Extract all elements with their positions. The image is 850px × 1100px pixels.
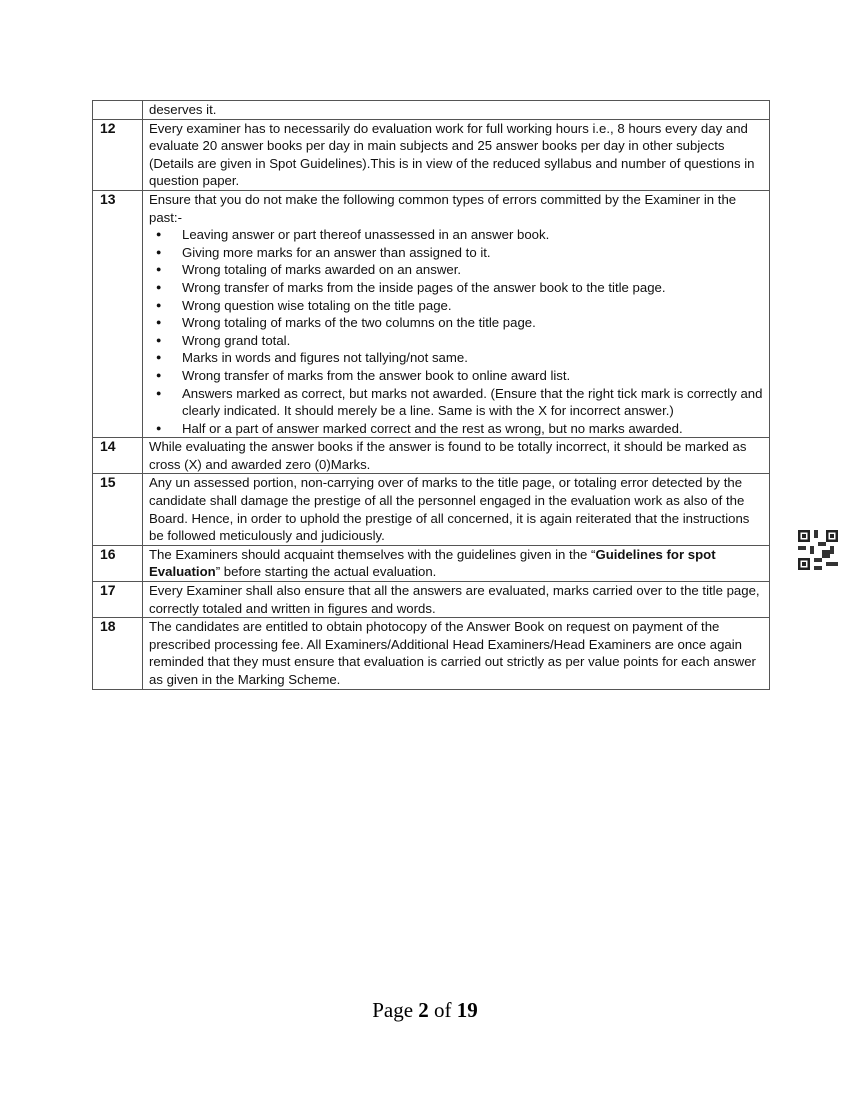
item-number (93, 101, 143, 120)
item-text (143, 101, 770, 120)
paragraph: The candidates are entitled to obtain photocopy of the Answer Book on request on payment of the prescribed processing fee. All Examiners/Additional Head Examiners/Head Examiners are once again reminded that they must ensure that evaluation is carried out strictly as per value points for each answer as given in the Marking Scheme. (149, 619, 756, 687)
qr-code-icon (798, 530, 838, 570)
item-text (143, 119, 770, 190)
item-number: 15 (93, 474, 143, 545)
item-text (143, 474, 770, 545)
paragraph: Ensure that you do not make the following common types of errors committed by the Examiner in the past:- (149, 191, 737, 225)
item-number: 12 (93, 119, 143, 190)
list-item: ● Wrong transfer of marks from the inside pages of the answer book to the title page. (149, 279, 763, 297)
table-row (93, 545, 770, 581)
table-row (93, 438, 770, 474)
list-item: ● Wrong grand total. (149, 332, 763, 350)
item-text (143, 438, 770, 474)
list-item: ● Leaving answer or part thereof unassessed in an answer book. (149, 226, 763, 244)
item-number: 16 (93, 545, 143, 581)
text-span: ” before starting the actual evaluation. (215, 564, 437, 580)
list-item: ● Wrong totaling of marks of the two columns on the title page. (149, 314, 763, 332)
list-item: ● Wrong question wise totaling on the title page. (149, 297, 763, 315)
list-item: ● Half or a part of answer marked correct and the rest as wrong, but no marks awarded. (149, 420, 763, 438)
list-item: ● Answers marked as correct, but marks not awarded. (Ensure that the right tick mark is correctly and clearly indicated. It should merely be a line. Same is with the X for incorrect answer.) (149, 385, 763, 420)
item-number: 13 (93, 190, 143, 437)
error-list (149, 226, 763, 437)
list-item: ● Wrong transfer of marks from the answer book to online award list. (149, 367, 763, 385)
list-item: ● Wrong totaling of marks awarded on an answer. (149, 261, 763, 279)
list-item: ● Giving more marks for an answer than assigned to it. (149, 244, 763, 262)
instructions-table (92, 100, 770, 690)
paragraph: While evaluating the answer books if the answer is found to be totally incorrect, it should be marked as cross (X) and awarded zero (0)Marks. (149, 439, 747, 472)
text-span: The Examiners should acquaint themselves with the guidelines given in the “ (149, 546, 596, 562)
table-row (93, 582, 770, 618)
item-text (143, 190, 770, 437)
table-row (93, 119, 770, 190)
item-number: 18 (93, 618, 143, 689)
table-row (93, 618, 770, 689)
page-number: Page 2 of 19 (372, 998, 478, 1022)
item-text (143, 618, 770, 689)
paragraph: Every Examiner shall also ensure that all the answers are evaluated, marks carried over to the title page, correctly totaled and written in figures and words. (149, 583, 760, 616)
table-row (93, 474, 770, 545)
table-row (93, 190, 770, 437)
item-number: 17 (93, 582, 143, 618)
list-item: ● Marks in words and figures not tallying/not same. (149, 349, 763, 367)
table-row (93, 101, 770, 120)
paragraph: Any un assessed portion, non-carrying over of marks to the title page, or totaling error detected by the candidate shall damage the prestige of all the personnel engaged in the evaluation work as also of the Board. Hence, in order to uphold the prestige of all concerned, it is again reiterated that the instructions be followed meticulously and judiciously. (149, 475, 750, 544)
item-text (143, 545, 770, 581)
paragraph: deserves it. (149, 102, 217, 117)
paragraph: Every examiner has to necessarily do evaluation work for full working hours i.e., 8 hours every day and evaluate 20 answer books per day in main subjects and 25 answer books per day in other subjects (Details are given in Spot Guidelines).This is in view of the reduced syllabus and number of questions in question paper. (149, 120, 755, 189)
text-span: Guidelines for spot Evaluation (149, 546, 716, 580)
item-number: 14 (93, 438, 143, 474)
item-text (143, 582, 770, 618)
